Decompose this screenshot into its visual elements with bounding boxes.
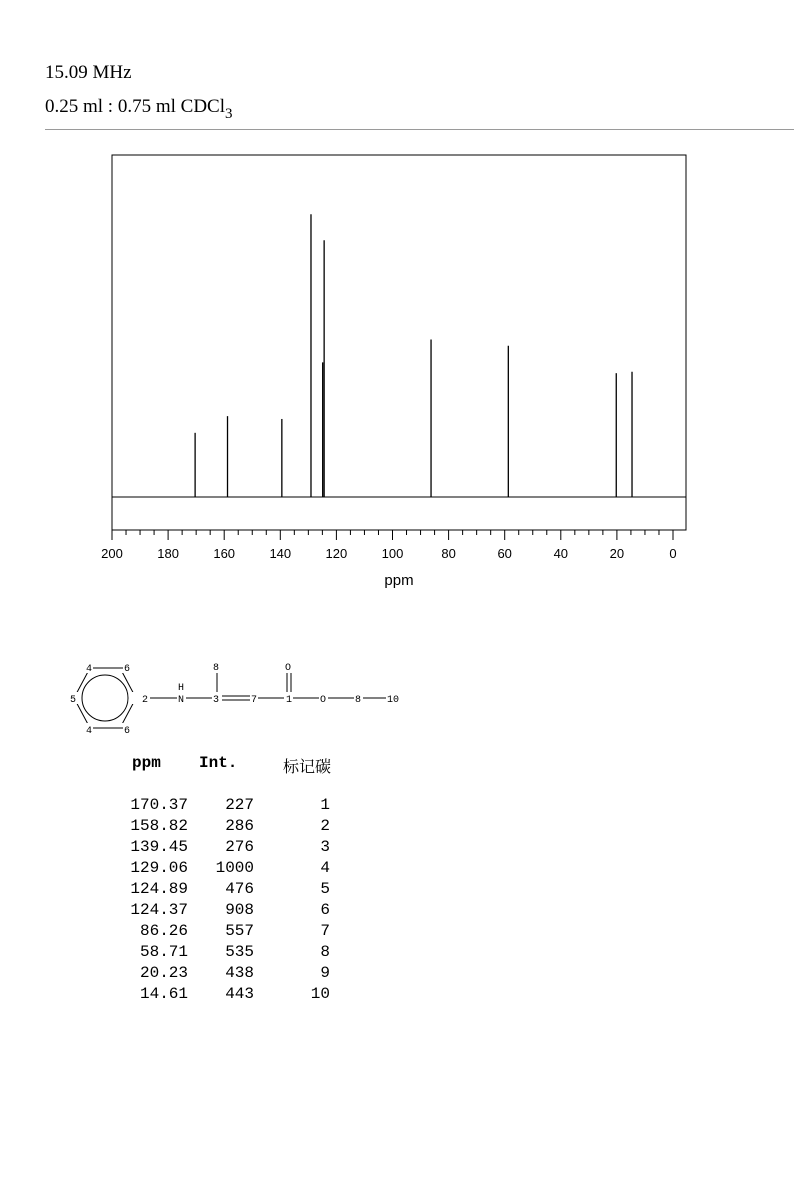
table-cell-ppm: 86.26 xyxy=(139,922,188,940)
table-cell-int: 286 xyxy=(225,817,254,835)
tick-label: 140 xyxy=(269,546,292,561)
table-header-int: Int. xyxy=(199,754,238,772)
table-header-label: 标记碳 xyxy=(283,757,332,776)
table-cell-ppm: 129.06 xyxy=(130,859,188,877)
atom-label-10: 10 xyxy=(387,695,400,706)
nmr-spectrum-chart xyxy=(0,140,794,600)
table-cell-ppm: 158.82 xyxy=(130,817,188,835)
tick-label: 0 xyxy=(669,546,677,561)
tick-label: 180 xyxy=(157,546,179,561)
table-cell-label: 9 xyxy=(320,964,330,982)
table-cell-label: 6 xyxy=(320,901,330,919)
table-cell-label: 2 xyxy=(320,817,330,835)
tick-label: 40 xyxy=(553,546,569,561)
table-cell-int: 443 xyxy=(225,985,254,1003)
atom-label-7: 7 xyxy=(251,695,258,706)
atom-label-n: N xyxy=(178,695,185,706)
atom-label-8-top: 8 xyxy=(213,663,220,674)
atom-label-o-top: O xyxy=(285,663,292,674)
table-header-ppm: ppm xyxy=(132,754,161,772)
table-cell-int: 476 xyxy=(225,880,254,898)
spectrum-peaks xyxy=(195,214,632,497)
table-cell-label: 5 xyxy=(320,880,330,898)
tick-label: 20 xyxy=(609,546,625,561)
atom-label-4-bottom: 4 xyxy=(86,726,93,737)
table-cell-label: 4 xyxy=(320,859,330,877)
table-cell-int: 227 xyxy=(225,796,254,814)
benzene-ring xyxy=(74,668,136,728)
tick-label: 80 xyxy=(441,546,456,561)
x-axis-ticks xyxy=(112,530,673,540)
spectrometer-frequency: 15.09 MHz xyxy=(45,62,132,83)
atom-label-1: 1 xyxy=(286,695,293,706)
atom-label-4-top: 4 xyxy=(86,664,93,675)
table-cell-ppm: 124.37 xyxy=(130,901,188,919)
molecule-structure xyxy=(60,655,420,745)
tick-label: 160 xyxy=(213,546,236,561)
table-cell-ppm: 170.37 xyxy=(130,796,188,814)
atom-label-6-bottom: 6 xyxy=(124,726,131,737)
header-divider xyxy=(45,129,794,130)
plot-frame xyxy=(112,155,686,530)
atom-label-2: 2 xyxy=(142,695,149,706)
table-cell-ppm: 58.71 xyxy=(139,943,188,961)
tick-label: 120 xyxy=(325,546,348,561)
table-cell-int: 438 xyxy=(225,964,254,982)
atom-label-8-chain: 8 xyxy=(355,695,362,706)
table-cell-ppm: 139.45 xyxy=(130,838,188,856)
x-axis-tick-labels xyxy=(101,546,676,561)
table-cell-int: 1000 xyxy=(215,859,254,877)
table-cell-label: 10 xyxy=(310,985,330,1003)
tick-label: 60 xyxy=(497,546,512,561)
table-cell-label: 1 xyxy=(320,796,330,814)
table-cell-ppm: 124.89 xyxy=(130,880,188,898)
atom-label-3: 3 xyxy=(213,695,220,706)
table-cell-int: 557 xyxy=(225,922,254,940)
tick-label: 200 xyxy=(101,546,123,561)
table-cell-int: 535 xyxy=(225,943,254,961)
table-cell-label: 3 xyxy=(320,838,330,856)
table-cell-ppm: 20.23 xyxy=(139,964,188,982)
aromatic-circle xyxy=(82,675,128,721)
table-cell-label: 7 xyxy=(320,922,330,940)
table-cell-ppm: 14.61 xyxy=(139,985,188,1003)
atom-label-o-link: O xyxy=(320,695,327,706)
tick-label: 100 xyxy=(381,546,404,561)
table-cell-int: 908 xyxy=(225,901,254,919)
solvent-subscript: 3 xyxy=(225,106,233,122)
table-cell-label: 8 xyxy=(320,943,330,961)
atom-label-5: 5 xyxy=(70,695,77,706)
atom-label-6-top: 6 xyxy=(124,664,131,675)
x-axis-label: ppm xyxy=(384,572,414,589)
atom-label-h: H xyxy=(178,683,185,694)
solvent-info xyxy=(45,96,233,123)
table-cell-int: 276 xyxy=(225,838,254,856)
solvent-text: 0.25 ml : 0.75 ml CDCl xyxy=(45,96,225,117)
